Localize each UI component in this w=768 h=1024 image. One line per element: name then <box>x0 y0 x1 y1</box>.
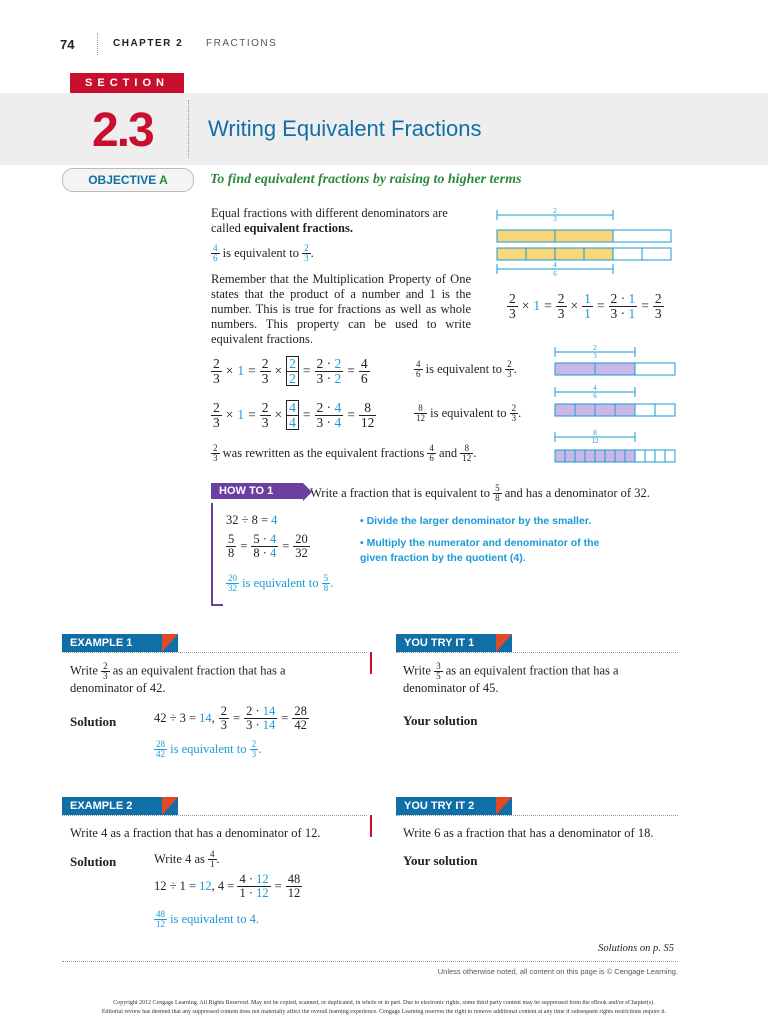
svg-text:4: 4 <box>593 384 597 392</box>
svg-text:2: 2 <box>553 207 557 215</box>
svg-text:4: 4 <box>553 261 557 269</box>
tryit1-tab: YOU TRY IT 1 <box>396 634 512 652</box>
footer-copyright-line2: Editorial review has deemed that any suppressed content does not materially affect the overall learning experience. Cengage Learning reserves the right to remove additional content at any time if subsequent rights restrictions require it. <box>101 1009 667 1015</box>
tryit1-prompt: Write $\frac{3}{5}$ as an equivalent fraction that has a denominator of 45. <box>403 661 619 695</box>
example1-solution-label: Solution <box>70 714 117 729</box>
rewritten-statement: $\frac{2}{3}$ was rewritten as the equivalent fractions $\frac{4}{6}$ and $\frac{8}{12}$ . <box>213 443 477 463</box>
section-tab: SECTION <box>70 73 184 93</box>
chapter-title: FRACTIONS <box>206 38 278 49</box>
solutions-reference: Solutions on p. S5 <box>598 943 674 954</box>
svg-text:6: 6 <box>593 392 597 400</box>
identity-equation: $\frac{2}{3}$ × 1 = $\frac{2}{3}$ × $\frac{1}{1}$ = $\frac{2 \cdot 1}{3 \cdot 1}$ = $\frac{2}{3}$ <box>509 291 662 321</box>
example2-prompt: Write 4 as a fraction that has a denominator of 12. <box>70 826 321 840</box>
howto-note-1: • Divide the larger denominator by the smaller. <box>360 515 592 527</box>
howto-step2: $\frac{5}{8}$ = $\frac{5 \cdot 4}{8 \cdot 4}$ = $\frac{20}{32}$ <box>228 532 308 560</box>
section-number: 2.3 <box>92 104 153 157</box>
fraction-bar-diagram-2 <box>553 344 678 469</box>
page-number: 74 <box>60 37 75 52</box>
chapter-label: CHAPTER 2 <box>113 38 184 49</box>
example2-rule <box>62 815 367 816</box>
tryit1-your-solution: Your solution <box>403 713 478 728</box>
header-divider <box>97 33 98 55</box>
objective-letter: A <box>159 173 168 187</box>
intro-definition: Equal fractions with different denominators are called equivalent fractions. <box>211 206 448 235</box>
intro-example: $\frac{4}{6}$ is equivalent to $\frac{2}{3}$ . <box>213 243 314 263</box>
tryit2-tab-corner <box>496 797 512 815</box>
footer-rule <box>62 961 678 962</box>
equiv-statement-4-6: $\frac{4}{6}$ is equivalent to $\frac{2}{3}$ . <box>416 359 517 379</box>
footer-copyright-line1: Copyright 2012 Cengage Learning. All Rights Reserved. May not be copied, scanned, or duplicated, in whole or in part. Due to electronic rights, some third party content may be suppressed from the eBook and/or eChapter(s). <box>113 1000 655 1006</box>
tryit2-rule <box>396 815 678 816</box>
howto-prompt: Write a fraction that is equivalent to $\frac{5}{8}$ and has a denominator of 32. <box>310 483 650 503</box>
section-divider <box>188 100 189 158</box>
example2-divider-mark <box>370 815 372 837</box>
example2-tab: EXAMPLE 2 <box>62 797 178 815</box>
howto-left-rule-foot <box>211 604 223 606</box>
example2-solution-equation: 12 ÷ 1 = 12 , 4 = $\frac{4 \cdot 12}{1 \cdot 12}$ = $\frac{48}{12}$ <box>154 872 301 900</box>
tryit1-tab-corner <box>496 634 512 652</box>
equation-two-thirds-to-twelfths: $\frac{2}{3}$ × 1 = $\frac{2}{3}$ × $\frac{4}{4}$ = $\frac{2 \cdot 4}{3 \cdot 4}$ = $\frac{8}{12}$ <box>213 400 375 430</box>
example2-line1: Write 4 as $\frac{4}{1}$ . <box>154 849 220 869</box>
equiv-statement-8-12: $\frac{8}{12}$ is equivalent to $\frac{2}{3}$ . <box>416 403 522 423</box>
svg-text:3: 3 <box>593 352 597 360</box>
example2-tab-corner <box>162 797 178 815</box>
example1-tab-corner <box>162 634 178 652</box>
svg-text:3: 3 <box>553 215 557 223</box>
example1-tab: EXAMPLE 1 <box>62 634 178 652</box>
footer-rights: Unless otherwise noted, all content on this page is © Cengage Learning. <box>437 967 678 976</box>
howto-note-2: • Multiply the numerator and denominator of the given fraction by the quotient (4). <box>360 537 600 564</box>
example1-divider-mark <box>370 652 372 674</box>
howto-step1: 32 ÷ 8 = 4 <box>226 513 278 527</box>
svg-text:6: 6 <box>553 270 557 278</box>
example1-prompt: Write $\frac{2}{3}$ as an equivalent fraction that has a denominator of 42. <box>70 661 286 695</box>
svg-text:8: 8 <box>593 429 597 437</box>
example1-result: $\frac{28}{42}$ is equivalent to $\frac{2}{3}$ . <box>156 739 262 759</box>
example1-solution-equation: 42 ÷ 3 = 14 , $\frac{2}{3}$ = $\frac{2 \cdot 14}{3 \cdot 14}$ = $\frac{28}{42}$ <box>154 704 307 732</box>
tryit1-rule <box>396 652 678 653</box>
example2-solution-label: Solution <box>70 854 117 869</box>
tryit2-your-solution: Your solution <box>403 853 478 868</box>
howto-tab: HOW TO 1 <box>211 483 303 499</box>
svg-text:2: 2 <box>593 344 597 352</box>
tryit2-prompt: Write 6 as a fraction that has a denominator of 18. <box>403 826 654 840</box>
fraction-bar-diagram-1 <box>495 206 675 278</box>
objective-text: To find equivalent fractions by raising to higher terms <box>210 172 522 187</box>
howto-result: $\frac{20}{32}$ is equivalent to $\frac{5}{8}$ . <box>228 573 334 593</box>
objective-badge <box>62 168 194 192</box>
example1-rule <box>62 652 367 653</box>
tryit2-tab: YOU TRY IT 2 <box>396 797 512 815</box>
howto-left-rule <box>211 503 213 606</box>
section-title: Writing Equivalent Fractions <box>208 116 482 141</box>
example2-result: $\frac{48}{12}$ is equivalent to 4. <box>156 909 259 929</box>
equation-two-thirds-to-fourths: $\frac{2}{3}$ × 1 = $\frac{2}{3}$ × $\frac{2}{2}$ = $\frac{2 \cdot 2}{3 \cdot 2}$ = $\frac{4}{6}$ <box>213 356 368 386</box>
intro-property: Remember that the Multiplication Property of One states that the product of a number and 1 is the number. This is true for fractions as well as whole numbers. This property can be used to write equivalent fractions. <box>211 272 471 346</box>
objective-label: OBJECTIVE <box>88 173 157 187</box>
svg-text:12: 12 <box>591 437 599 445</box>
